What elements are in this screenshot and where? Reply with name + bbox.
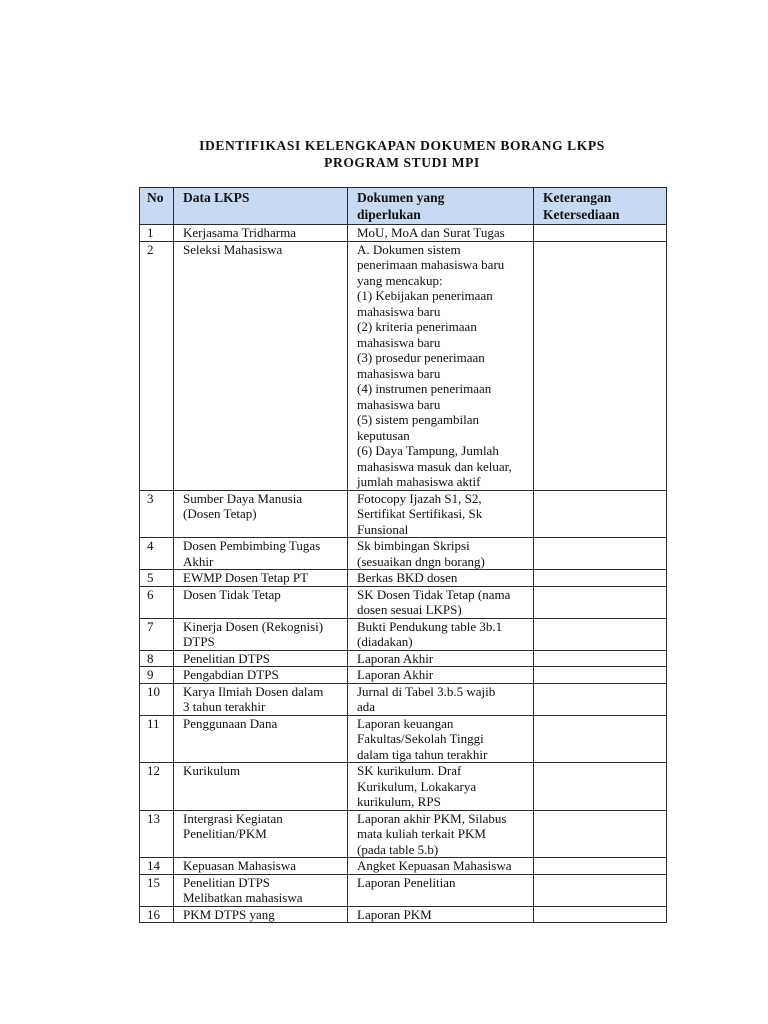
data-lkps-cell: Penelitian DTPS [174, 650, 348, 667]
table-row [140, 858, 667, 875]
dokumen-cell: Laporan akhir PKM, Silabus mata kuliah terkait PKM (pada table 5.b) [348, 810, 534, 858]
document-title [0, 137, 768, 171]
data-lkps-cell: Pengabdian DTPS [174, 667, 348, 684]
dokumen-cell: Laporan Akhir [348, 650, 534, 667]
keterangan-cell [534, 874, 667, 906]
row-number-cell: 16 [140, 906, 174, 923]
keterangan-cell [534, 667, 667, 684]
dokumen-cell: Bukti Pendukung table 3b.1 (diadakan) [348, 618, 534, 650]
keterangan-cell [534, 906, 667, 923]
header-keterangan: Keterangan Ketersediaan [534, 188, 667, 225]
row-number-cell: 1 [140, 225, 174, 242]
dokumen-cell: Angket Kepuasan Mahasiswa [348, 858, 534, 875]
header-no: No [140, 188, 174, 225]
keterangan-cell [534, 586, 667, 618]
dokumen-cell: Berkas BKD dosen [348, 570, 534, 587]
keterangan-cell [534, 715, 667, 763]
data-lkps-cell: Sumber Daya Manusia (Dosen Tetap) [174, 490, 348, 538]
table-body [140, 225, 667, 923]
row-number-cell: 3 [140, 490, 174, 538]
data-lkps-cell: Kurikulum [174, 763, 348, 811]
table-row [140, 618, 667, 650]
data-lkps-cell: Intergrasi Kegiatan Penelitian/PKM [174, 810, 348, 858]
data-lkps-cell: Kinerja Dosen (Rekognisi) DTPS [174, 618, 348, 650]
keterangan-cell [534, 683, 667, 715]
title-line-2: PROGRAM STUDI MPI [324, 155, 480, 170]
keterangan-cell [534, 490, 667, 538]
dokumen-cell: Jurnal di Tabel 3.b.5 wajib ada [348, 683, 534, 715]
keterangan-cell [534, 858, 667, 875]
table-row [140, 667, 667, 684]
lkps-document-table [139, 187, 667, 923]
table-row [140, 906, 667, 923]
row-number-cell: 2 [140, 241, 174, 490]
table-row [140, 570, 667, 587]
row-number-cell: 8 [140, 650, 174, 667]
dokumen-cell: MoU, MoA dan Surat Tugas [348, 225, 534, 242]
keterangan-cell [534, 538, 667, 570]
keterangan-cell [534, 763, 667, 811]
data-lkps-cell: Kepuasan Mahasiswa [174, 858, 348, 875]
table-row [140, 241, 667, 490]
row-number-cell: 11 [140, 715, 174, 763]
table-row [140, 225, 667, 242]
table-row [140, 810, 667, 858]
row-number-cell: 6 [140, 586, 174, 618]
dokumen-cell: SK Dosen Tidak Tetap (nama dosen sesuai LKPS) [348, 586, 534, 618]
dokumen-cell: Laporan Penelitian [348, 874, 534, 906]
table-row [140, 650, 667, 667]
row-number-cell: 14 [140, 858, 174, 875]
table-header-row [140, 188, 667, 225]
data-lkps-cell: Dosen Tidak Tetap [174, 586, 348, 618]
table-row [140, 683, 667, 715]
table-row [140, 763, 667, 811]
dokumen-cell: A. Dokumen sistem penerimaan mahasiswa baru yang mencakup: (1) Kebijakan penerimaan mahasiswa baru (2) kriteria penerimaan mahasiswa baru (3) prosedur penerimaan mahasiswa baru (4) instrumen penerimaan mahasiswa baru (5) sistem pengambilan keputusan (6) Daya Tampung, Jumlah mahasiswa masuk dan keluar, jumlah mahasiswa aktif [348, 241, 534, 490]
dokumen-cell: Laporan keuangan Fakultas/Sekolah Tinggi dalam tiga tahun terakhir [348, 715, 534, 763]
table-row [140, 715, 667, 763]
row-number-cell: 5 [140, 570, 174, 587]
dokumen-cell: Laporan PKM [348, 906, 534, 923]
keterangan-cell [534, 241, 667, 490]
header-data-lkps: Data LKPS [174, 188, 348, 225]
keterangan-cell [534, 225, 667, 242]
data-lkps-cell: Penggunaan Dana [174, 715, 348, 763]
data-lkps-cell: Karya Ilmiah Dosen dalam 3 tahun terakhir [174, 683, 348, 715]
table-row [140, 586, 667, 618]
row-number-cell: 9 [140, 667, 174, 684]
dokumen-cell: Fotocopy Ijazah S1, S2, Sertifikat Sertifikasi, Sk Funsional [348, 490, 534, 538]
keterangan-cell [534, 810, 667, 858]
data-lkps-cell: Penelitian DTPS Melibatkan mahasiswa [174, 874, 348, 906]
row-number-cell: 12 [140, 763, 174, 811]
row-number-cell: 15 [140, 874, 174, 906]
row-number-cell: 13 [140, 810, 174, 858]
title-line-1: IDENTIFIKASI KELENGKAPAN DOKUMEN BORANG LKPS [199, 138, 605, 153]
data-lkps-cell: Seleksi Mahasiswa [174, 241, 348, 490]
dokumen-cell: Sk bimbingan Skripsi (sesuaikan dngn borang) [348, 538, 534, 570]
keterangan-cell [534, 570, 667, 587]
dokumen-cell: SK kurikulum. Draf Kurikulum, Lokakarya kurikulum, RPS [348, 763, 534, 811]
data-lkps-cell: Kerjasama Tridharma [174, 225, 348, 242]
row-number-cell: 4 [140, 538, 174, 570]
keterangan-cell [534, 618, 667, 650]
dokumen-cell: Laporan Akhir [348, 667, 534, 684]
row-number-cell: 7 [140, 618, 174, 650]
table-row [140, 538, 667, 570]
header-dokumen: Dokumen yang diperlukan [348, 188, 534, 225]
table-row [140, 874, 667, 906]
data-lkps-cell: PKM DTPS yang [174, 906, 348, 923]
data-lkps-cell: Dosen Pembimbing Tugas Akhir [174, 538, 348, 570]
row-number-cell: 10 [140, 683, 174, 715]
table-row [140, 490, 667, 538]
keterangan-cell [534, 650, 667, 667]
data-lkps-cell: EWMP Dosen Tetap PT [174, 570, 348, 587]
